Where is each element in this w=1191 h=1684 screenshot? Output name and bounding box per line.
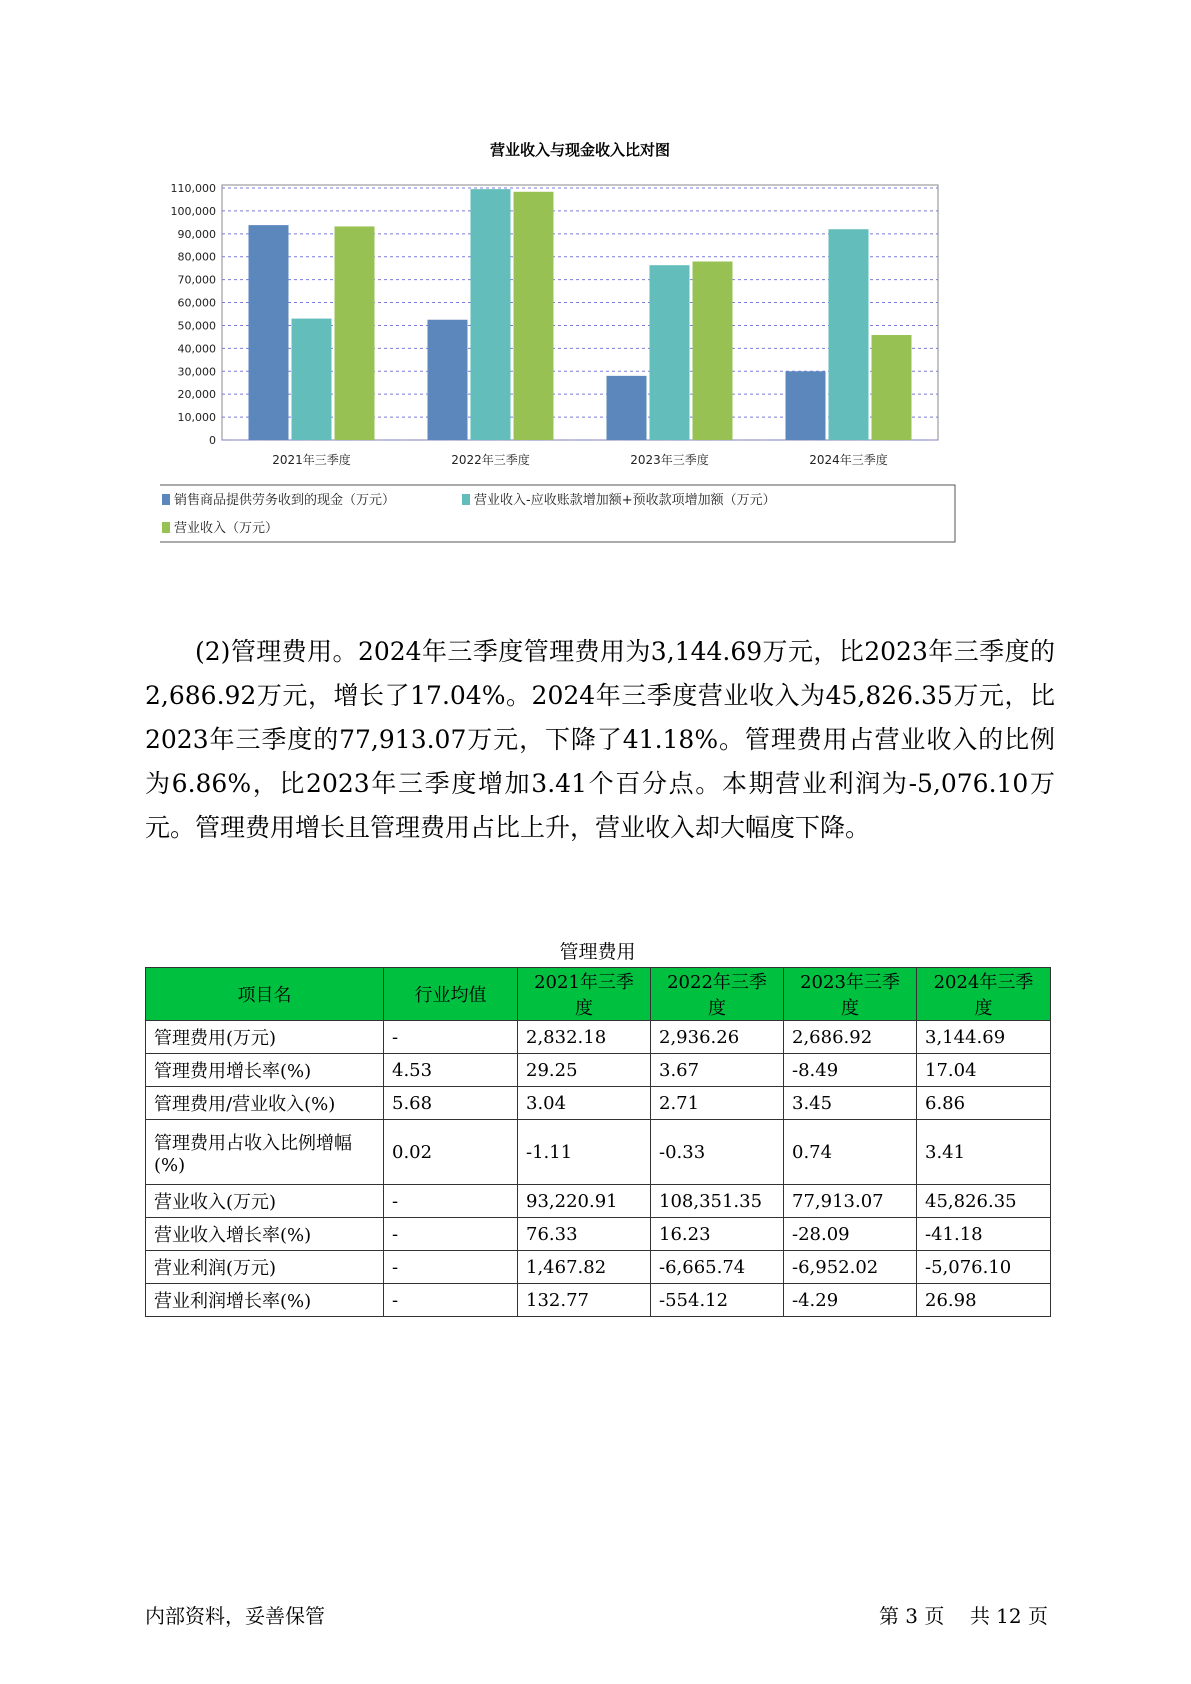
- legend-entry: 营业收入（万元）: [174, 521, 279, 536]
- table-row: [146, 1021, 1051, 1054]
- table-cell: -0.33: [651, 1120, 784, 1185]
- y-tick-label: 90,000: [177, 227, 216, 241]
- table-cell: -: [384, 1284, 518, 1317]
- table-cell: 0.02: [384, 1120, 518, 1185]
- table-cell: 76.33: [518, 1218, 651, 1251]
- header-2022q3: 2022年三季度: [651, 968, 784, 1021]
- table-cell: 16.23: [651, 1218, 784, 1251]
- legend-entry: 销售商品提供劳务收到的现金（万元）: [174, 493, 396, 508]
- bar: [829, 229, 869, 440]
- table-cell: 0.74: [784, 1120, 917, 1185]
- bar: [607, 376, 647, 440]
- table-cell: -41.18: [917, 1218, 1051, 1251]
- table-cell: 6.86: [917, 1087, 1051, 1120]
- table-row: [146, 1087, 1051, 1120]
- table-cell: 93,220.91: [518, 1185, 651, 1218]
- table-row: [146, 1251, 1051, 1284]
- table-cell: 26.98: [917, 1284, 1051, 1317]
- table-row: [146, 1218, 1051, 1251]
- table-cell: 5.68: [384, 1087, 518, 1120]
- table-row: [146, 1185, 1051, 1218]
- table-row: [146, 1054, 1051, 1087]
- table-cell: 营业收入增长率(%): [146, 1218, 384, 1251]
- bar: [249, 225, 289, 440]
- table-cell: -6,665.74: [651, 1251, 784, 1284]
- bar: [428, 320, 468, 440]
- table-cell: 29.25: [518, 1054, 651, 1087]
- table-cell: 2,686.92: [784, 1021, 917, 1054]
- table-cell: -: [384, 1185, 518, 1218]
- table-cell: 3.45: [784, 1087, 917, 1120]
- management-expense-paragraph: (2)管理费用。2024年三季度管理费用为3,144.69万元，比2023年三季度的2,686.92万元，增长了17.04%。2024年三季度营业收入为45,826.35万元，比2023年三季度的77,913.07万元，下降了41.18%。管理费用占营业收入的比例为6.86%，比2023年三季度增加3.41个百分点。本期营业利润为-5,076.10万元。管理费用增长且管理费用占比上升，营业收入却大幅度下降。: [145, 637, 1055, 842]
- y-tick-label: 110,000: [170, 182, 216, 195]
- header-2023q3: 2023年三季度: [784, 968, 917, 1021]
- y-tick-label: 30,000: [177, 365, 216, 379]
- y-tick-label: 10,000: [177, 411, 216, 425]
- x-tick-label: 2022年三季度: [451, 453, 530, 467]
- table-cell: 2.71: [651, 1087, 784, 1120]
- table-cell: -: [384, 1021, 518, 1054]
- table-cell: -: [384, 1251, 518, 1284]
- y-tick-label: 20,000: [177, 388, 216, 402]
- table-header-row: [146, 968, 1051, 1021]
- table-cell: -554.12: [651, 1284, 784, 1317]
- x-tick-label: 2024年三季度: [809, 453, 888, 467]
- table-cell: 132.77: [518, 1284, 651, 1317]
- legend-swatch: [462, 494, 470, 505]
- table-cell: 77,913.07: [784, 1185, 917, 1218]
- legend-entry: 营业收入-应收账款增加额+预收款项增加额（万元）: [474, 493, 776, 508]
- table-cell: 营业利润增长率(%): [146, 1284, 384, 1317]
- table-cell: -6,952.02: [784, 1251, 917, 1284]
- bar: [693, 262, 733, 440]
- table-cell: 3.67: [651, 1054, 784, 1087]
- chart-title: 营业收入与现金收入比对图: [489, 141, 671, 159]
- x-tick-label: 2021年三季度: [272, 453, 351, 467]
- header-item-name: 项目名: [146, 968, 384, 1021]
- y-tick-label: 70,000: [177, 273, 216, 287]
- bar: [786, 371, 826, 440]
- table-cell: 3.41: [917, 1120, 1051, 1185]
- footer-page-number: [879, 1600, 1048, 1629]
- table-row: [146, 1284, 1051, 1317]
- table-title: 管理费用: [559, 941, 636, 963]
- legend-swatch: [162, 494, 170, 505]
- table-cell: 营业利润(万元): [146, 1251, 384, 1284]
- bar: [471, 189, 511, 440]
- table-cell: 17.04: [917, 1054, 1051, 1087]
- table-cell: 管理费用/营业收入(%): [146, 1087, 384, 1120]
- y-tick-label: 60,000: [177, 296, 216, 310]
- revenue-cash-chart: [160, 135, 1040, 610]
- management-expense-table: [145, 967, 1051, 1317]
- table-cell: -8.49: [784, 1054, 917, 1087]
- table-cell: 3,144.69: [917, 1021, 1051, 1054]
- table-cell: 2,832.18: [518, 1021, 651, 1054]
- table-cell: 1,467.82: [518, 1251, 651, 1284]
- table-cell: -5,076.10: [917, 1251, 1051, 1284]
- table-cell: 营业收入(万元): [146, 1185, 384, 1218]
- bar: [650, 265, 690, 440]
- bar: [292, 319, 332, 440]
- table-cell: -1.11: [518, 1120, 651, 1185]
- table-cell: -4.29: [784, 1284, 917, 1317]
- y-tick-label: 100,000: [170, 204, 216, 218]
- table-cell: 2,936.26: [651, 1021, 784, 1054]
- footer-confidential-note: 内部资料，妥善保管: [145, 1604, 325, 1628]
- table-cell: 管理费用增长率(%): [146, 1054, 384, 1087]
- y-tick-label: 0: [209, 434, 216, 447]
- table-cell: 4.53: [384, 1054, 518, 1087]
- bar: [335, 226, 375, 440]
- legend-swatch: [162, 522, 170, 533]
- table-cell: -28.09: [784, 1218, 917, 1251]
- table-cell: -: [384, 1218, 518, 1251]
- header-2021q3: 2021年三季度: [518, 968, 651, 1021]
- table-cell: 管理费用(万元): [146, 1021, 384, 1054]
- footer-total-pages: 共 12 页: [969, 1604, 1048, 1628]
- table-cell: 管理费用占收入比例增幅(%): [146, 1120, 384, 1185]
- bar: [872, 335, 912, 440]
- table-cell: 45,826.35: [917, 1185, 1051, 1218]
- table-row: [146, 1120, 1051, 1185]
- header-2024q3: 2024年三季度: [917, 968, 1051, 1021]
- header-industry-avg: 行业均值: [384, 968, 518, 1021]
- footer-current-page: 第 3 页: [878, 1604, 945, 1628]
- y-tick-label: 50,000: [177, 319, 216, 333]
- bar: [514, 192, 554, 440]
- table-cell: 3.04: [518, 1087, 651, 1120]
- table-cell: 108,351.35: [651, 1185, 784, 1218]
- y-tick-label: 80,000: [177, 250, 216, 264]
- x-tick-label: 2023年三季度: [630, 453, 709, 467]
- y-tick-label: 40,000: [177, 342, 216, 356]
